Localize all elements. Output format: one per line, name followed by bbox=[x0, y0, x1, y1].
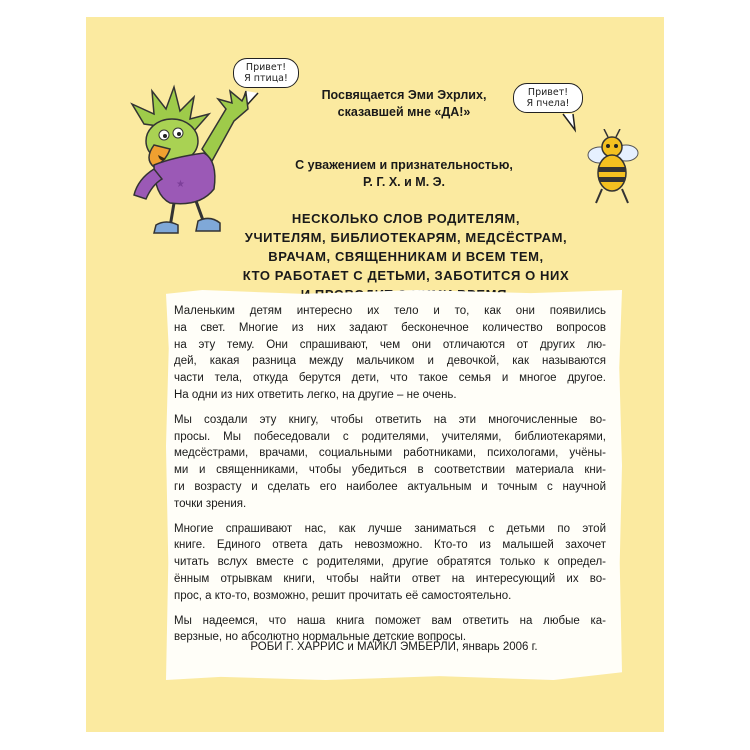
note-body bbox=[174, 303, 606, 654]
text-line: медсёстрами, врачами, социальными работниками, психологами, учёны- bbox=[174, 447, 606, 460]
acknowledgement-line: С уважением и признательностью, bbox=[295, 158, 513, 172]
bird-bubble-line: Привет! bbox=[245, 62, 287, 73]
book-page bbox=[86, 17, 664, 732]
text-line: книге. Единого ответа дать невозможно. Кто-то из малышей захочет bbox=[174, 539, 606, 552]
text-line: Многие спрашивают нас, как лучше заниматься с детьми по этой bbox=[174, 522, 606, 535]
text-line: читать вслух вместе с родителями, другие обратятся только к определ- bbox=[174, 556, 606, 569]
paragraph bbox=[174, 303, 606, 404]
paragraph bbox=[174, 412, 606, 513]
svg-text:★: ★ bbox=[176, 179, 185, 190]
text-line: прос, а кто-то, возможно, решит прочитать её самостоятельно. bbox=[174, 589, 512, 602]
signature: РОБИ Г. ХАРРИС и МАЙКЛ ЭМБЕРЛИ, январь 2006 г. bbox=[250, 641, 538, 653]
text-line: дей, какая разница между мальчиком и девочкой, как называются bbox=[174, 355, 606, 368]
bird-bubble-line: Я птица! bbox=[244, 73, 288, 84]
heading-line: ВРАЧАМ, СВЯЩЕННИКАМ И ВСЕМ ТЕМ, bbox=[268, 249, 544, 264]
text-line: ённым отрывкам книги, чтобы найти ответ на интересующий их во- bbox=[174, 572, 606, 585]
text-line: Маленьким детям интересно их тело и то, как они появились bbox=[174, 305, 606, 317]
text-line: просы. Мы побеседовали с родителями, учителями, библиотекарями, bbox=[174, 430, 606, 443]
text-line: Мы надеемся, что наша книга поможет вам ответить на любые ка- bbox=[174, 614, 606, 627]
acknowledgement bbox=[254, 157, 554, 191]
heading-line: КТО РАБОТАЕТ С ДЕТЬМИ, ЗАБОТИТСЯ О НИХ bbox=[242, 268, 570, 283]
paragraph bbox=[174, 521, 606, 605]
text-line: на эту тему. Они спрашивают, чем они отличаются от других лю- bbox=[174, 338, 606, 351]
text-line: части тела, откуда берутся дети, что такое семья и многое другое. bbox=[174, 372, 606, 385]
bee-bubble-line: Я пчела! bbox=[526, 98, 570, 109]
text-line: ми и священниками, чтобы убедиться в соответствии материала кни- bbox=[174, 464, 606, 477]
dedication bbox=[274, 87, 534, 121]
bee-bubble-line: Привет! bbox=[527, 87, 569, 98]
heading-line: УЧИТЕЛЯМ, БИБЛИОТЕКАРЯМ, МЕДСЁСТРАМ, bbox=[244, 230, 568, 245]
dedication-line: сказавшей мне «ДА!» bbox=[337, 105, 471, 119]
heading-line: НЕСКОЛЬКО СЛОВ РОДИТЕЛЯМ, bbox=[291, 211, 521, 226]
bee-illustration bbox=[578, 129, 648, 207]
dedication-line: Посвящается Эми Эхрлих, bbox=[321, 88, 487, 102]
text-line: точки зрения. bbox=[174, 497, 247, 510]
acknowledgement-line: Р. Г. Х. и М. Э. bbox=[362, 175, 446, 189]
text-line: ги возрасту и сделать его наиболее актуальным и точным с научной bbox=[174, 480, 606, 493]
section-heading bbox=[196, 209, 616, 304]
text-line: Мы создали эту книгу, чтобы ответить на эти многочисленные во- bbox=[174, 413, 606, 426]
text-line: верзные, но абсолютно нормальные детские вопросы. bbox=[174, 631, 467, 644]
text-line: На одни из них ответить легко, на другие – не очень. bbox=[174, 388, 457, 401]
text-line: на свет. Многие из них задают бесконечное количество вопросов bbox=[174, 321, 606, 334]
